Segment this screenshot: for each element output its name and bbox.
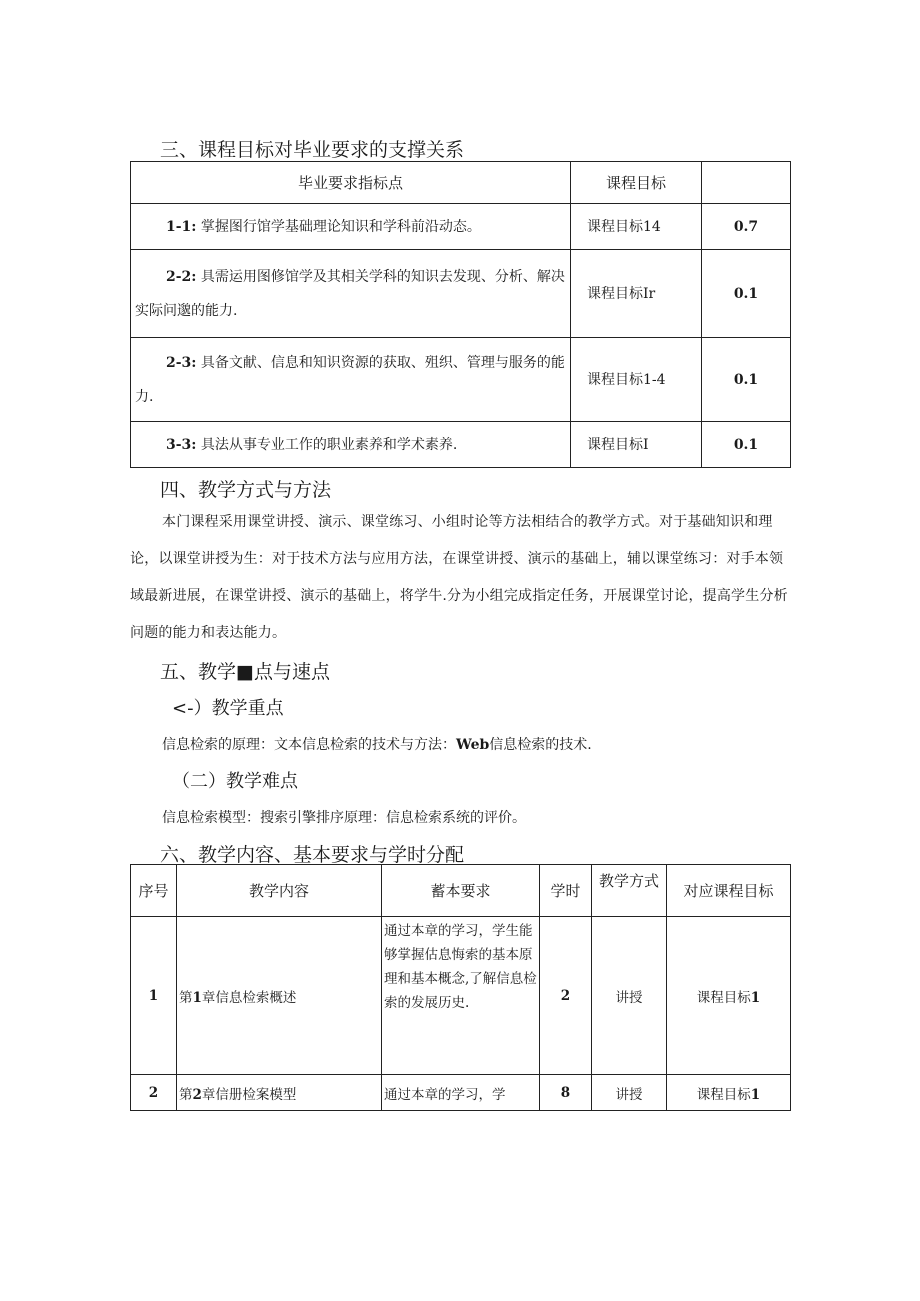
weight-cell: 0.1 [702,422,791,468]
table-row [131,204,791,250]
table-row [131,917,791,1075]
chapter-prefix: 第 [179,1086,193,1103]
teaching-content-table [130,864,791,1111]
requirement-text: 具备文献、信息和知识资源的获取、殂织、管理与服务的能力. [135,354,565,405]
section-3-heading: 三、课程目标对毕业要求的支撑关系 [160,139,465,161]
key-points-text-b: 信息检索的技术. [489,737,592,753]
course-goal-cell: 课程目标14 [571,204,702,250]
header-course-goal: 课程目标 [571,162,702,204]
key-points-heading: <-）教学重点 [172,698,284,719]
method-cell: 讲授 [592,1075,667,1111]
requirement-number: 2-3: [166,354,197,371]
course-goal-cell: 课程目标1-4 [571,338,702,422]
requirement-cell [131,422,571,468]
goal-cell [667,917,791,1075]
support-relation-table [130,161,791,468]
requirement-number: 3-3: [166,436,197,453]
weight-cell: 0.7 [702,204,791,250]
section-4-heading: 四、教学方式与方法 [160,479,332,501]
content-cell [177,1075,382,1111]
header-goal: 对应课程目标 [667,865,791,917]
paragraph-text: 本门课程采用课堂讲授、演示、课堂练习、小组时论等方法相结合的教学方式。对于基础知识和理论，以课堂讲授为生：对于技术方法与应用方法，在课堂讲授、演示的基础上，辅以课堂练习：对手本领域最新进展，在课堂讲授、演示的基础上，将学牛.分为小组完成指定任务，开展课堂讨论，提高学生分析问题的能力和表达能力。 [130,514,788,641]
table-row [131,422,791,468]
method-cell: 讲授 [592,917,667,1075]
seq-cell: 1 [131,917,177,1075]
chapter-number: 2 [192,1086,202,1103]
section-6-heading: 六、教学内容、基本要求与学时分配 [160,844,465,866]
requirement-text: 具需运用图修馆学及其相关学科的知识去发现、分析、解决实际问邈的能力. [135,268,565,319]
content-cell [177,917,382,1075]
header-seq: 序号 [131,865,177,917]
key-points-text-a: 信息检索的原理：文本信息检索的技术与方法： [162,737,456,753]
teaching-method-paragraph [130,504,790,652]
table-row [131,250,791,338]
course-goal-cell: 课程目标I [571,422,702,468]
key-points-text [162,734,592,754]
hours-cell: 8 [540,1075,592,1111]
chapter-title: 章信息检索概述 [201,989,297,1006]
requirement-cell [131,338,571,422]
hours-cell: 2 [540,917,592,1075]
header-weight [702,162,791,204]
header-hours: 学时 [540,865,592,917]
chapter-prefix: 第 [179,989,193,1006]
header-content: 教学内容 [177,865,382,917]
requirement-number: 2-2: [166,268,197,285]
course-goal-cell: 课程目标Ir [571,250,702,338]
requirement-cell [131,250,571,338]
requirement-text: 掌握图行馆学基础理论知识和学科前沿动态。 [200,218,481,235]
goal-number: 1 [750,1086,761,1103]
requirement-cell: 通过本章的学习，学生能够掌握估息悔索的基本原理和基本概念,了解信息检索的发展历史. [382,917,540,1075]
table-row [131,1075,791,1111]
requirement-cell: 通过本章的学习，学 [382,1075,540,1111]
difficult-points-text: 信息检索模型：搜索引擎排序原理：信息检索系统的评价。 [162,810,526,826]
key-points-text-web: Web [456,737,490,753]
chapter-number: 1 [192,989,202,1006]
seq-cell: 2 [131,1075,177,1111]
chapter-title: 章信册检案模型 [201,1086,297,1103]
goal-prefix: 课程目标 [696,1086,751,1103]
header-method: 教学方式 [592,865,667,917]
header-graduation-requirement: 毕业要求指标点 [131,162,571,204]
goal-cell [667,1075,791,1111]
goal-prefix: 课程目标 [696,989,751,1006]
header-requirement: 蓄本要求 [382,865,540,917]
section-5-heading: 五、教学■点与速点 [160,661,330,683]
weight-cell: 0.1 [702,250,791,338]
weight-cell: 0.1 [702,338,791,422]
requirement-cell [131,204,571,250]
difficult-points-heading: （二）教学难点 [172,771,298,792]
requirement-text: 具法从事专业工作的职业素养和学术素养. [200,436,458,453]
table-row [131,338,791,422]
goal-number: 1 [750,989,761,1006]
requirement-number: 1-1: [166,218,197,235]
